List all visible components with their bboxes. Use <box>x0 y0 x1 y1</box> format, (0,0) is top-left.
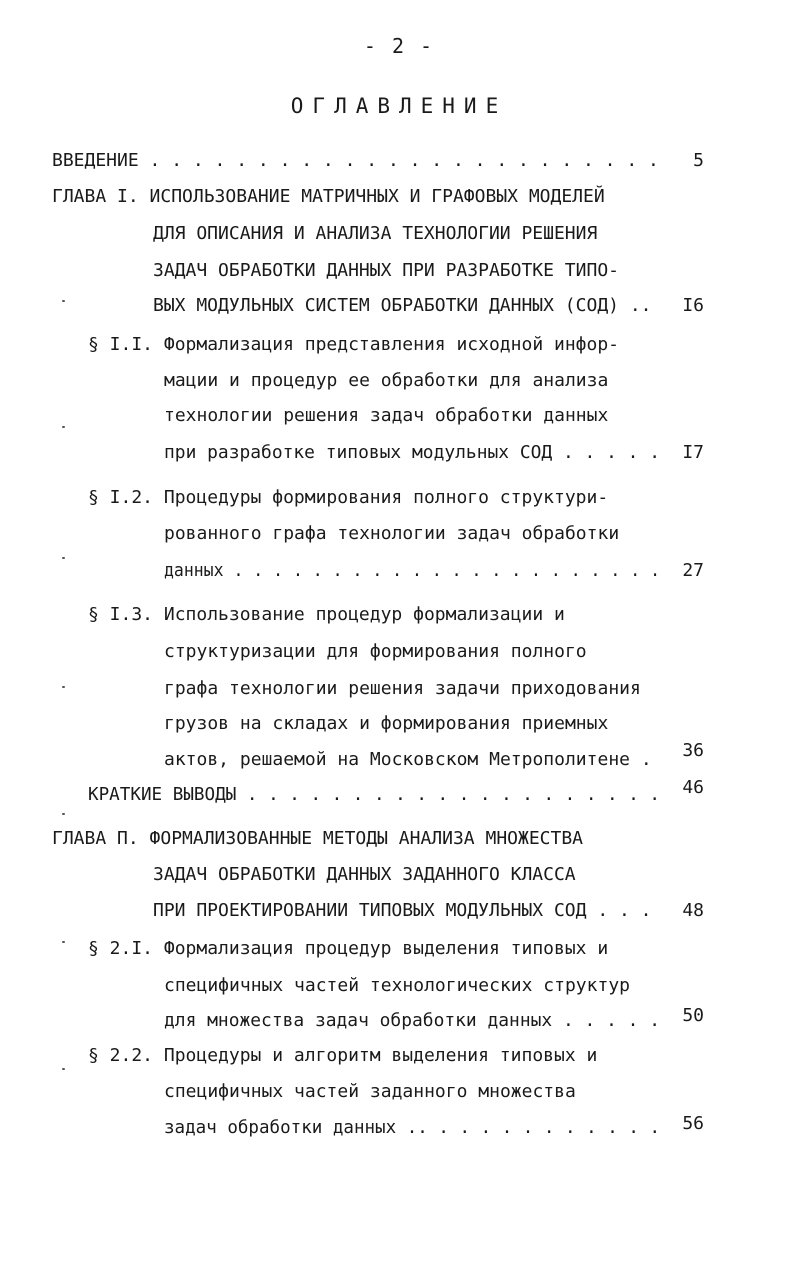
toc-line: ВВЕДЕНИЕ . . . . . . . . . . . . . . . . . . . . . . . . <box>52 150 659 171</box>
scan-speck <box>62 300 65 302</box>
scan-speck <box>62 557 65 559</box>
toc-line: ГЛАВА I. ИСПОЛЬЗОВАНИЕ МАТРИЧНЫХ И ГРАФОВЫХ МОДЕЛЕЙ <box>52 186 605 207</box>
toc-line: ПРИ ПРОЕКТИРОВАНИИ ТИПОВЫХ МОДУЛЬНЫХ СОД . . . <box>153 900 652 921</box>
toc-page-number: 5 <box>693 150 704 171</box>
toc-line: грузов на складах и формирования приемных <box>164 713 609 734</box>
toc-page-number: 50 <box>682 1005 704 1026</box>
toc-line: ЗАДАЧ ОБРАБОТКИ ДАННЫХ ЗАДАННОГО КЛАССА <box>153 864 576 885</box>
toc-line: специфичных частей заданного множества <box>164 1081 576 1102</box>
toc-line: ГЛАВА П. ФОРМАЛИЗОВАННЫЕ МЕТОДЫ АНАЛИЗА МНОЖЕСТВА <box>52 828 584 849</box>
toc-line: рованного графа технологии задач обработки <box>164 523 620 544</box>
toc-line: § 2.2. Процедуры и алгоритм выделения типовых и <box>88 1045 598 1066</box>
toc-line: § I.3. Использование процедур формализации и <box>88 604 565 625</box>
scan-speck <box>62 1068 65 1070</box>
toc-line: для множества задач обработки данных . . . . . <box>164 1010 660 1031</box>
toc-line: при разработке типовых модульных СОД . . . . . <box>164 442 660 463</box>
toc-line: мации и процедур ее обработки для анализа <box>164 370 609 391</box>
toc-line: § I.2. Процедуры формирования полного структури- <box>88 487 609 508</box>
toc-line: данных . . . . . . . . . . . . . . . . . . . . . . <box>164 560 660 581</box>
scan-speck <box>62 426 65 428</box>
toc-page-number: 36 <box>682 740 704 761</box>
toc-page-number: 27 <box>682 560 704 581</box>
page-title: ОГЛАВЛЕНИЕ <box>290 94 508 118</box>
toc-page-number: 56 <box>682 1113 704 1134</box>
toc-line: ЗАДАЧ ОБРАБОТКИ ДАННЫХ ПРИ РАЗРАБОТКЕ ТИПО- <box>153 260 619 281</box>
toc-line: ВЫХ МОДУЛЬНЫХ СИСТЕМ ОБРАБОТКИ ДАННЫХ (СОД) .. <box>153 295 652 316</box>
toc-line: актов, решаемой на Московском Метрополитене . <box>164 749 652 770</box>
toc-line: технологии решения задач обработки данных <box>164 405 609 426</box>
toc-page-number: I6 <box>682 295 704 316</box>
toc-page-number: 48 <box>682 900 704 921</box>
page-number: - 2 - <box>363 34 435 58</box>
toc-line: специфичных частей технологических структур <box>164 975 630 996</box>
toc-page-number: I7 <box>682 442 704 463</box>
toc-line: КРАТКИЕ ВЫВОДЫ . . . . . . . . . . . . . . . . . . . . <box>88 784 660 805</box>
toc-line: задач обработки данных .. . . . . . . . . . . . <box>164 1117 660 1138</box>
scan-speck <box>62 813 65 815</box>
toc-line: ДЛЯ ОПИСАНИЯ И АНАЛИЗА ТЕХНОЛОГИИ РЕШЕНИЯ <box>153 223 598 244</box>
toc-line: структуризации для формирования полного <box>164 641 587 662</box>
scan-speck <box>62 941 65 943</box>
toc-page-number: 46 <box>682 777 704 798</box>
toc-line: § I.I. Формализация представления исходной инфор- <box>88 334 620 355</box>
toc-line: § 2.I. Формализация процедур выделения типовых и <box>88 938 609 959</box>
toc-line: графа технологии решения задачи приходования <box>164 678 641 699</box>
scan-speck <box>62 686 65 688</box>
